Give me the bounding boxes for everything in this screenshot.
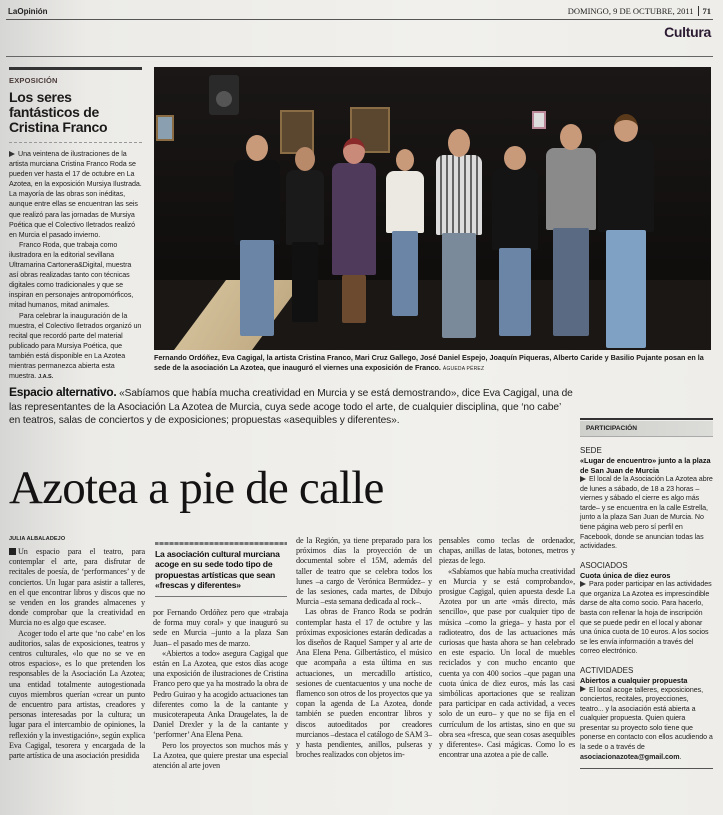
person-mari-cruz	[386, 145, 424, 350]
infobox-section-asociados: ASOCIADOS Cuota única de diez euros Para poder participar en las actividades que organiza La Azotea es imprescindible darse de alta como socio. Para hacerlo, basta con rellenar la hoja de inscripción que se puede pedir en el local y abonar una única cuota de 10 euros. A los socios se les envía información a través del correo electrónico.	[580, 560, 712, 656]
headline: Azotea a pie de calle	[9, 462, 384, 514]
sidebar-paragraph: Una veintena de ilustraciones de la artista murciana Cristina Franco Roda se pueden ver hasta el 17 de octubre en La Azotea, en la exposición Mursiya Ilustrada. La mayoría de las obras son inéditas, aunque entre ellas se encuentran las seis que realizó para las jornadas de Mursiya Poética que el Colectivo Iletrados realizó en Murcia el pasado invierno.	[9, 150, 142, 239]
person-joaquin	[492, 142, 538, 350]
person-eva	[286, 142, 324, 350]
pullquote-bar	[155, 542, 287, 545]
triangle-bullet-icon	[580, 686, 586, 692]
byline: JULIA ALBALADEJO	[9, 536, 66, 542]
article-deck: Espacio alternativo. «Sabíamos que había mucha creatividad en Murcia y se está demostrando», dice Eva Cagigal, una de las representantes de la Asociación La Azotea de Murcia, cuya sede acoge todo el arte, de cualquier disciplina, que ‘no cabe’ en teatros, salas de conciertos y de exposiciones; propuestas «asequibles y diferentes».	[9, 385, 573, 426]
triangle-bullet-icon	[9, 151, 15, 157]
participation-infobox	[580, 418, 713, 769]
body-column-2: por Fernando Ordóñez pero que «trabaja de forma muy coral» y que inauguró su sede en Murcia –junto a la plaza San Juan– el pasado mes de marzo. «Abiertos a todo» asegura Cagigal que están en La Azotea, que estos días acoge una exposición de ilustraciones de Cristina Franco pero que ya ha mostrado la obra de Pedro Guirao y ha acogido actuaciones tan diferentes como la de la cantante y musicoterapeuta Anka Draugelates, la de Daniel Drexler y la de la cantante y ‘performer’ Ana Elena Pena. Pero los proyectos son muchos más y La Azotea, que quiere prestar una especial atención al arte joven	[153, 608, 288, 771]
section-rule	[6, 56, 713, 57]
person-jose-daniel	[436, 125, 482, 350]
masthead-logo	[8, 7, 48, 16]
divider	[698, 6, 699, 16]
page-number: 71	[702, 6, 711, 16]
person-fernando	[234, 130, 280, 350]
issue-date: DOMINGO, 9 DE OCTUBRE, 2011	[567, 6, 694, 16]
section-title: Cultura	[664, 24, 711, 40]
pull-quote: La asociación cultural murciana acoge en su sede todo tipo de propuestas artísticas que sean «frescas y diferentes»	[155, 542, 287, 597]
photo-credit: ÁGUEDA PÉREZ	[442, 366, 485, 372]
infobox-label: PARTICIPACIÓN	[580, 421, 713, 437]
masthead-name: Opinión	[17, 7, 48, 16]
person-cristina	[332, 135, 376, 350]
deck-lead: Espacio alternativo.	[9, 385, 117, 399]
sidebar-paragraph: Franco Roda, que trabaja como ilustradora en la editorial sevillana Ultramarina Cartonera&Digital, muestra así obras realizadas tanto con técnicas digitales como tradicionales y que se inspiran en personajes antropomórficos, mitad humanos, mitad animales.	[9, 240, 134, 310]
sidebar-kicker: EXPOSICIÓN	[9, 76, 58, 85]
contact-email: asociacionazotea@gmail.com	[580, 752, 680, 761]
sidebar-top-rule	[9, 67, 142, 70]
dateline	[568, 6, 711, 16]
sidebar-paragraph: Para celebrar la inauguración de la muestra, el Colectivo Iletrados organizó un recital que recordó parte del material publicado para Mursiya Poética, que también está disponible en La Azotea mientras permanezca abierta esta muestra. J.A.S.	[9, 311, 142, 381]
picture-frame	[156, 115, 174, 141]
body-column-1: Un espacio para el teatro, para contemplar el arte, para disfrutar de recitales de poesía, de ‘performances’ y de conciertos. Un lugar para asistir a talleres, en el que encontrar libros y discos que no se venden en los grandes almacenes y donde comprobar que la creatividad en Murcia no es algo que escasee. Acoger todo el arte que ‘no cabe’ en los auditorios, salas de exposiciones, teatros y centros culturales, «lo que no se ve en otros espacios», es lo que pretenden los responsables de la Asociación La Azotea; una entidad totalmente autogestionada cuyos miembros querían «crear un punto de encuentro para artistas, creadores y personas interesadas por la cultura; un lugar para el intercambio de opiniones, la reflexión y la investigación», según explica Eva Cagigal, tesorera y encargada de la parte artística de una asociación presidida	[9, 547, 145, 761]
exhibition-sidebar	[9, 67, 142, 382]
picture-frame	[532, 111, 546, 129]
masthead-prefix: La	[8, 7, 18, 16]
square-bullet-icon	[9, 548, 16, 555]
triangle-bullet-icon	[580, 476, 586, 482]
sidebar-divider	[9, 142, 142, 143]
infobox-section-sede: SEDE «Lugar de encuentro» junto a la plaza de San Juan de Murcia El local de la Asociación La Azotea abre de lunes a sábado, de 18 a 23 horas –viernes y sábado el cierre es algo más tarde– y se encuentra en la calle Estrella, junto a la plaza San Juan de Murcia. No tiene página web pero sí perfil en Facebook, donde se anuncian todas las actividades.	[580, 446, 713, 551]
author-signature: J.A.S.	[38, 374, 54, 381]
speaker-icon	[209, 75, 239, 115]
body-column-3: de la Región, ya tiene preparado para los próximos días la proyección de un documental sobre el 15M, además del taller de teatro que se celebra todos los lunes –a cargo de Verónica Bermúdez– y de las sesiones, cada martes, de Dibujo Murcia –esta semana dedicada al rock–. Las obras de Franco Roda se podrán contemplar hasta el 17 de octubre y las próximas exposiciones estarán dedicadas a los diseños de Raquel Samper y al arte de Ana Elena Pena. Gilbertástico, el músico que acompaña a esta última en sus actuaciones, un mercadillo artístico, sesiones de cuentacuentos y una noche de flamenco son otros de los proyectos que ya copan la agenda de La Azotea, donde también se pueden encontrar libros y discos autoeditados por creadores murcianos –destaca el catálogo de SAM 3– y hasta pendientes, anillos, pulseras y broches realizados con objetos im-	[296, 536, 432, 760]
header-rule	[6, 19, 713, 20]
photo-caption: Fernando Ordóñez, Eva Cagigal, la artista Cristina Franco, Mari Cruz Gallego, José Daniel Espejo, Joaquín Piqueras, Alberto Caride y Basilio Pujante posan en la sede de la asociación La Azotea, que inauguró el viernes una exposición de Franco. ÁGUEDA PÉREZ	[154, 353, 704, 372]
triangle-bullet-icon	[580, 581, 586, 587]
body-column-4: pensables como teclas de ordenador, chapas, anillas de latas, botones, metros y piezas de lego. «Sabíamos que había mucha creatividad en Murcia y se está comprobando», prosigue Cagigal, quien apuesta desde La Azotea por un arte «más directo, más sencillo», que pase por cualquier tipo de música –como la griega– y hasta por el radioteatro, dos de las actuaciones más curiosas que hasta ahora se han celebrado en este espacio. Un local de muebles reciclados y con mucho encanto que cuenta ya con 400 socios –que pagan una cuota única de diez euros, más las casi simbólicas aportaciones que se realizan para participar en cada actividad, a veces solo de un euro– y que no se fija en el currículum de los artistas, sino en que su obra sea «fresca, que sean cosas asequibles y diferentes». Casi mágicas. Como lo es encontrar una azotea a pie de calle.	[439, 536, 575, 760]
infobox-section-actividades: ACTIVIDADES Abiertos a cualquier propuesta El local acoge talleres, exposiciones, conciertos, recitales, proyecciones, teatro... y la asociación está abierta a cualquier propuesta. Quien quiera presentar su proyecto solo tiene que ponerse en contacto con ellos acudiendo a la sede o a través de asociacionazotea@gmail.com.	[580, 666, 713, 761]
person-alberto	[546, 120, 596, 350]
pullquote-rule	[155, 596, 287, 597]
group-photo	[154, 67, 711, 350]
sidebar-title: Los seres fantásticos de Cristina Franco	[9, 89, 108, 135]
person-basilio	[598, 110, 654, 350]
